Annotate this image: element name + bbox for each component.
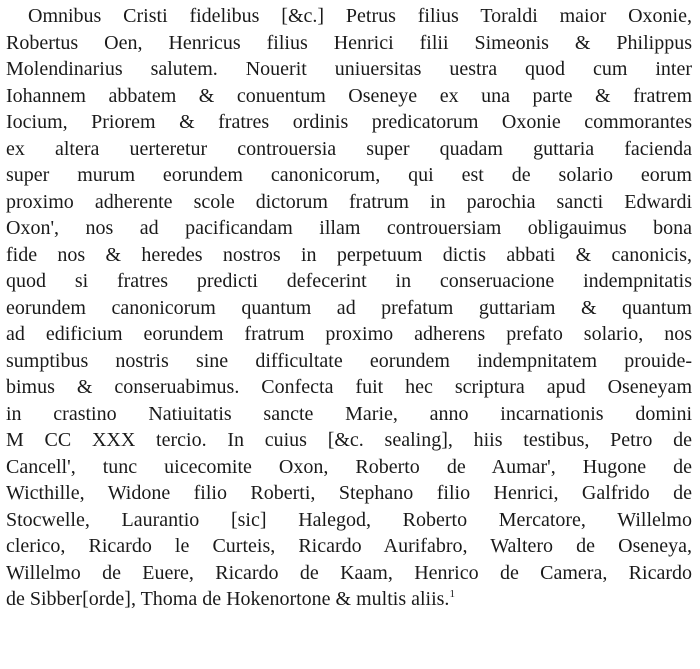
text-line-22: Willelmo de Euere, Ricardo de Kaam, Henrico de Camera, Ricardo bbox=[6, 561, 692, 584]
text-line-8: proximo adherente scole dictorum fratrum in parochia sancti Edwardi bbox=[6, 190, 692, 213]
text-line-17: M CC XXX tercio. In cuius [&c. sealing], hiis testibus, Petro de bbox=[6, 429, 692, 451]
text-line-5: Iocium, Priorem & fratres ordinis predicatorum Oxonie commorantes bbox=[6, 111, 692, 133]
text-line-21: clerico, Ricardo le Curteis, Ricardo Aurifabro, Waltero de Oseneya, bbox=[6, 535, 692, 557]
text-line-14: sumptibus nostris sine difficultate eorundem indempnitatem prouide- bbox=[6, 349, 692, 372]
text-line-10: fide nos & heredes nostros in perpetuum dictis abbati & canonicis, bbox=[6, 243, 692, 266]
footnote-marker: 1 bbox=[449, 588, 455, 600]
text-line-20: Stocwelle, Laurantio [sic] Halegod, Roberto Mercatore, Willelmo bbox=[6, 508, 692, 531]
text-line-6: ex altera uerteretur controuersia super quadam guttaria facienda bbox=[6, 137, 692, 160]
text-line-18: Cancell', tunc uicecomite Oxon, Roberto de Aumar', Hugone de bbox=[6, 455, 692, 478]
text-line-11: quod si fratres predicti defecerint in conseruacione indempnitatis bbox=[6, 270, 692, 292]
text-line-19: Wicthille, Widone filio Roberti, Stephano filio Henrici, Galfrido de bbox=[6, 482, 692, 504]
text-line-23-body: de Sibber[orde], Thoma de Hokenortone & multis aliis. bbox=[6, 588, 450, 610]
text-line-1: Omnibus Cristi fidelibus [&c.] Petrus filius Toraldi maior Oxonie, bbox=[28, 5, 692, 27]
text-line-7: super murum eorundem canonicorum, qui est de solario eorum bbox=[6, 164, 692, 186]
text-line-23 bbox=[6, 586, 692, 613]
text-line-12: eorundem canonicorum quantum ad prefatum guttariam & quantum bbox=[6, 296, 692, 319]
text-line-2: Robertus Oen, Henricus filius Henrici filii Simeonis & Philippus bbox=[6, 31, 692, 54]
text-line-15: bimus & conseruabimus. Confecta fuit hec scriptura apud Oseneyam bbox=[6, 376, 692, 398]
text-line-16: in crastino Natiuitatis sancte Marie, anno incarnationis domini bbox=[6, 402, 692, 425]
text-line-9: Oxon', nos ad pacificandam illam controuersiam obligauimus bona bbox=[6, 217, 692, 239]
text-line-4: Iohannem abbatem & conuentum Oseneye ex una parte & fratrem bbox=[6, 84, 692, 107]
text-line-13: ad edificium eorundem fratrum proximo adherens prefato solario, nos bbox=[6, 323, 692, 345]
text-line-3: Molendinarius salutem. Nouerit uniuersitas uestra quod cum inter bbox=[6, 58, 692, 80]
